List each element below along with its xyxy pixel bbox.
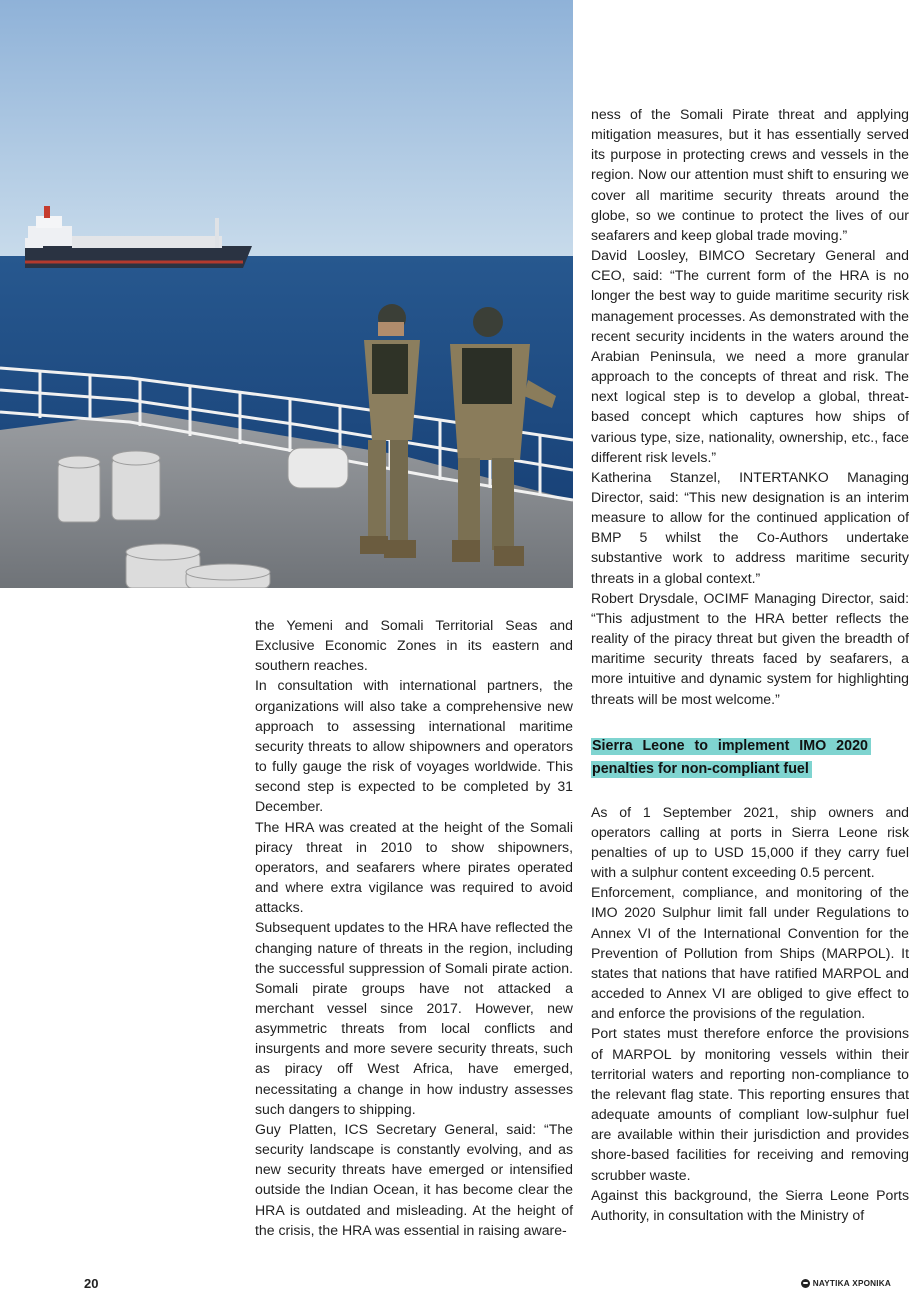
paragraph: Enforcement, compliance, and monitoring of the IMO 2020 Sulphur limit fall under Regulations to Annex VI of the International Convention for the Prevention of Pollution from Ships (MARPOL). It states that nations that have ratified MARPOL and acceded to Annex VI are obliged to give effect to and enforce the provisions of the regulation. [591,884,909,1022]
article-photo [0,0,573,588]
paragraph: Port states must therefore enforce the provisions of MARPOL by monitoring vessels within their territorial waters and reporting non-compliance to the relevant flag state. This reporting ensures that adequate amounts of compliant low-sulphur fuel are available within their jurisdiction and provides shore-based facilities for receiving and removing scrubber waste. [591,1025,909,1183]
paragraph: As of 1 September 2021, ship owners and operators calling at ports in Sierra Leone risk penalties of up to USD 15,000 if they carry fuel with a sulphur content exceeding 0.5 percent. [591,803,909,881]
section-heading: Sierra Leone to implement IMO 2020 penalties for non-compliant fuel [591,738,871,778]
paragraph: Subsequent updates to the HRA have reflected the changing nature of threats in the region, including the successful suppression of Somali pirate action. Somali pirate groups have not attacked a merchant vessel since 2017. However, new asymmetric threats from local conflicts and insurgents and more severe security threats, such as piracy off West Africa, have emerged, necessitating a change in how industry assesses such dangers to shipping. [255,919,573,1117]
paragraph: the Yemeni and Somali Territorial Seas and Exclusive Economic Zones in its eastern and southern reaches. [255,617,573,674]
magazine-title: ΝΑΥΤΙΚΑ ΧΡΟΝΙΚΑ [812,1279,891,1288]
paragraph: Katherina Stanzel, INTERTANKO Managing Director, said: “This new designation is an interim measure to allow for the continued application of BMP 5 whilst the Co-Authors undertake substantive work to address maritime security threats in a global context.” [591,468,909,586]
paragraph: Guy Platten, ICS Secretary General, said: “The security landscape is constantly evolving, and as new security threats have emerged or intensified outside the Indian Ocean, it has become clear the HRA is outdated and misleading. At the height of the crisis, the HRA was essential in raising aware- [255,1120,573,1238]
section-heading-wrap [591,734,871,780]
paragraph: ness of the Somali Pirate threat and applying mitigation measures, but it has essentially served its purpose in protecting crews and vessels in the region. Now our attention must shift to ensuring we cover all maritime security threats around the globe, so we continue to protect the lives of our seafarers and keep global trade moving.” [591,106,909,243]
magazine-name [801,1279,891,1288]
life-raft [288,448,348,488]
sky [0,0,573,258]
paragraph: David Loosley, BIMCO Secretary General and CEO, said: “The current form of the HRA is no longer the best way to guide maritime security risk management processes. As demonstrated with the recent security incidents in the waters around the Arabian Peninsula, we need a more granular approach to the concepts of threat and risk. The next logical step is to develop a global, threat-based concept which captures how ships of various type, size, nationality, ownership, etc., face different risk levels.” [591,247,909,465]
magazine-logo-icon [801,1279,810,1288]
page-number: 20 [84,1276,99,1291]
paragraph: Against this background, the Sierra Leone Ports Authority, in consultation with the Ministry of [591,1186,909,1223]
left-column [255,615,573,1240]
paragraph: In consultation with international partners, the organizations will also take a comprehensive new approach to assessing international maritime security threats to allow shipowners and operators to fully gauge the risk of voyages worldwide. This second step is expected to be completed by 31 December. [255,677,573,815]
paragraph: Robert Drysdale, OCIMF Managing Director, said: “This adjustment to the HRA better reflects the reality of the piracy threat but given the breadth of maritime security threats faced by seafarers, a more intuitive and dynamic system for highlighting threats will be most welcome.” [591,589,909,707]
paragraph: The HRA was created at the height of the Somali piracy threat in 2010 to show shipowners, operators, and seafarers where pirates operated and where extra vigilance was required to avoid attacks. [255,818,573,916]
right-column [591,104,909,1225]
